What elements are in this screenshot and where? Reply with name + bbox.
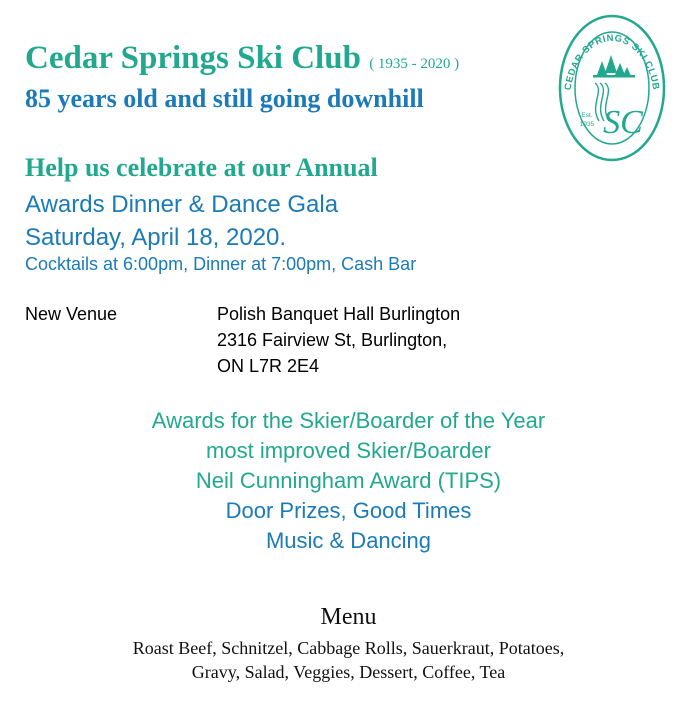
logo-ring-text: CEDAR SPRINGS SKI CLUB	[562, 32, 662, 91]
menu-items	[0, 636, 697, 684]
venue-label: New Venue	[25, 304, 118, 324]
logo-est: Est.	[581, 112, 593, 119]
event-date: Saturday, April 18, 2020.	[25, 224, 287, 251]
highlight-item: Music & Dancing	[265, 528, 432, 553]
menu-line: Roast Beef, Schnitzel, Cabbage Rolls, Sauerkraut, Potatoes,	[132, 638, 565, 658]
logo-year: 1935	[579, 121, 595, 128]
highlight-item: Door Prizes, Good Times	[225, 498, 472, 523]
highlight-item: most improved Skier/Boarder	[206, 438, 491, 463]
club-name: Cedar Springs Ski Club	[25, 40, 361, 76]
event-name: Awards Dinner & Dance Gala	[25, 191, 339, 218]
venue-line: Polish Banquet Hall Burlington	[217, 304, 461, 324]
venue-line: ON L7R 2E4	[217, 356, 320, 376]
club-title	[25, 40, 459, 77]
menu-line: Gravy, Salad, Veggies, Dessert, Coffee, Tea	[191, 662, 506, 682]
logo-monogram: SC	[603, 104, 643, 141]
trees-icon	[593, 55, 635, 78]
club-years: ( 1935 - 2020 )	[369, 56, 460, 72]
menu-title: Menu	[320, 604, 377, 630]
celebrate-heading: Help us celebrate at our Annual	[25, 153, 378, 182]
highlight-item: Awards for the Skier/Boarder of the Year	[151, 408, 546, 433]
club-logo	[557, 13, 667, 163]
highlight-item: Neil Cunningham Award (TIPS)	[195, 468, 502, 493]
event-details: Cocktails at 6:00pm, Dinner at 7:00pm, Cash Bar	[25, 254, 417, 274]
venue-line: 2316 Fairview St, Burlington,	[217, 330, 448, 350]
club-subtitle: 85 years old and still going downhill	[25, 84, 424, 113]
highlights-list	[0, 406, 697, 556]
